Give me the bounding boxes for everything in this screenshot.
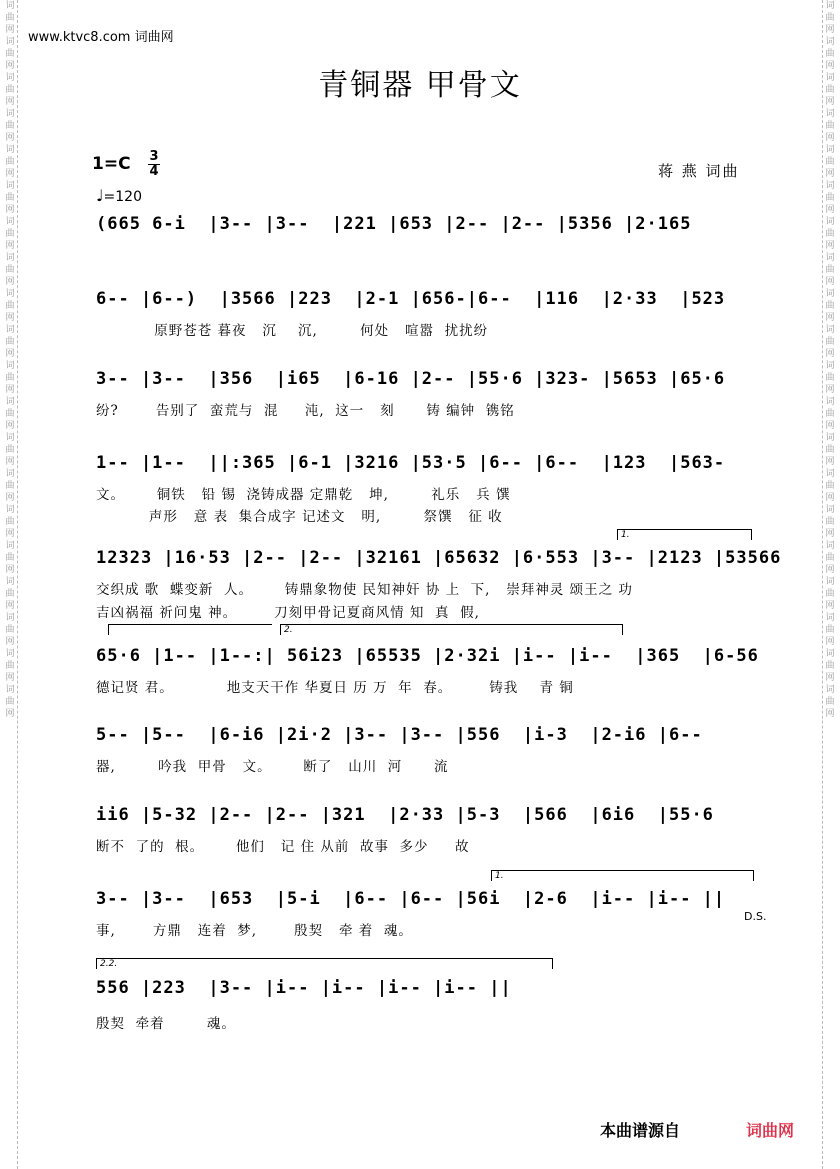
notes-line: 12323 |16·53 |2-- |2-- |32161 |65632 |6·553 |3-- |2123 |53566 [96, 548, 782, 568]
volta-first-end [108, 624, 272, 635]
notes-line: ii6 |5-32 |2-- |2-- |321 |2·33 |5-3 |566 |6i6 |55·6 [96, 805, 714, 825]
notes-line: 6-- |6--) |3566 |223 |2-1 |656-|6-- |116 |2·33 |523 [96, 289, 726, 309]
brand-logo[interactable]: 词曲网 [746, 1121, 795, 1140]
lyrics-line: 器, 吟我 甲骨 文。 断了 山川 河 流 [96, 759, 449, 775]
quarter-note-icon: ♩ [96, 186, 104, 205]
lyrics-line: 原野苍苍 暮夜 沉 沉, 何处 喧嚣 扰扰纷 [96, 323, 489, 339]
score-system-8 [96, 805, 752, 855]
score-system-6 [96, 646, 759, 696]
lyrics-line: 殷契 牵着 魂。 [96, 1016, 236, 1032]
volta-second: 2. [280, 624, 623, 635]
lyrics-line: 纷? 告别了 蛮荒与 混 沌, 这一 刻 铸 编钟 镌铭 [96, 403, 515, 419]
score-system-9 [96, 889, 752, 939]
site-url[interactable]: www.ktvc8.com 词曲网 [28, 30, 174, 45]
volta-final: 2.2. [96, 958, 553, 969]
song-title: 青铜器 甲骨文 [318, 68, 522, 103]
score-system-1 [96, 214, 752, 234]
score-system-10 [96, 978, 752, 1032]
watermark-left: 词曲网词曲网词曲网词曲网词曲网词曲网词曲网词曲网词曲网词曲网词曲网词曲网词曲网词曲网词曲网词曲网词曲网词曲网词曲网词曲网 [3, 0, 18, 1169]
lyrics-line: 德记贤 君。 地支天干作 华夏日 历 万 年 春。 铸我 青 铜 [96, 680, 574, 696]
lyrics-line: 断不 了的 根。 他们 记 住 从前 故事 多少 故 [96, 839, 470, 855]
time-top: 3 [149, 149, 159, 164]
notes-line: (665 6-i |3-- |3-- |221 |653 |2-- |2-- |5356 |2·165 [96, 214, 692, 234]
tempo [96, 186, 142, 205]
watermark-right: 词曲网词曲网词曲网词曲网词曲网词曲网词曲网词曲网词曲网词曲网词曲网词曲网词曲网词曲网词曲网词曲网词曲网词曲网词曲网词曲网 [822, 0, 837, 1169]
notes-line: 3-- |3-- |356 |i65 |6-16 |2-- |55·6 |323- |5653 |65·6 [96, 369, 726, 389]
source-label: 本曲谱源自 [600, 1121, 681, 1140]
score-system-2 [96, 289, 752, 339]
notes-line: 5-- |5-- |6-i6 |2i·2 |3-- |3-- |556 |i-3 |2-i6 |6-- [96, 725, 703, 745]
lyrics-line: 事, 方鼎 连着 梦, 殷契 牵 着 魂。 [96, 923, 413, 939]
lyrics-line-verse-2: 吉凶祸福 祈问鬼 神。 刀刻甲骨记夏商风情 知 真 假, [96, 605, 480, 621]
lyrics-line-verse-2: 声形 意 表 集合成字 记述文 明, 祭馔 征 收 [96, 509, 503, 525]
score-system-5 [96, 548, 782, 621]
tempo-value: =120 [103, 189, 142, 205]
score-system-3 [96, 369, 752, 419]
composer: 蒋 燕 词曲 [658, 162, 740, 180]
volta-first-ending: 1. [491, 870, 754, 881]
score-system-7 [96, 725, 752, 775]
score-system-4 [96, 453, 752, 525]
key-signature: 1=C [92, 154, 131, 174]
time-bottom: 4 [149, 164, 159, 179]
notes-line: 1-- |1-- ||:365 |6-1 |3216 |53·5 |6-- |6-- |123 |563- [96, 453, 726, 473]
time-signature [148, 150, 160, 179]
lyrics-line-verse-1: 交织成 歌 蝶变新 人。 铸鼎象物使 民知神奸 协 上 下, 崇拜神灵 颂王之 功 [96, 582, 633, 598]
notes-line: 3-- |3-- |653 |5-i |6-- |6-- |56i |2-6 |i-- |i-- || [96, 889, 726, 909]
lyrics-line-verse-1: 文。 铜铁 铅 锡 浇铸成器 定鼎乾 坤, 礼乐 兵 馔 [96, 487, 511, 503]
volta-first: 1. [617, 529, 752, 540]
notes-line: 65·6 |1-- |1--:| 56i23 |65535 |2·32i |i-- |i-- |365 |6-56 [96, 646, 759, 666]
notes-line: 556 |223 |3-- |i-- |i-- |i-- |i-- || [96, 978, 512, 998]
dal-segno-mark: D.S. [744, 910, 767, 923]
